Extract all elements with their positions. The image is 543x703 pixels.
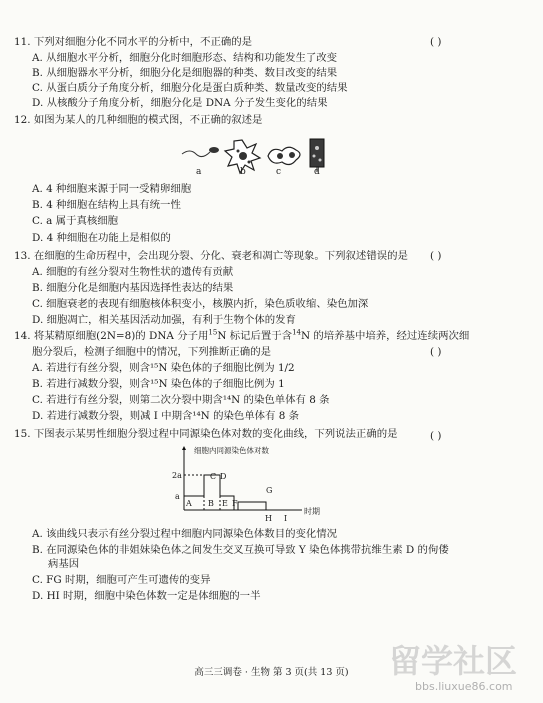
q15-option-d: D. HI 时期，细胞中染色体数一定是体细胞的一半 <box>32 590 261 602</box>
cell-label-b: b <box>240 167 246 177</box>
q13-option-a: A. 细胞的有丝分裂对生物性状的遗传有贡献 <box>32 266 234 278</box>
graph-point-i: I <box>284 514 288 523</box>
q12-option-c: C. a 属于真核细胞 <box>32 215 119 227</box>
graph-point-b: B <box>208 499 214 508</box>
graph-point-f: F <box>232 499 238 508</box>
q15-option-b: B. 在同源染色体的非姐妹染色体之间发生交叉互换可导致 Y 染色体携带抗维生素 D 的佝偻 <box>32 544 449 556</box>
graph-point-a: A <box>186 499 192 508</box>
page-footer: 高三三调卷 · 生物 第 3 页(共 13 页) <box>194 667 349 678</box>
q14-stem-line1: 14. 将某精原细胞(2N=8)的 DNA 分子用$^{15}$N 标记后置于含$^{14}$N 的培养基中培养，经过连续两次细 <box>14 328 470 342</box>
q13-stem: 13. 在细胞的生命历程中，会出现分裂、分化、衰老和凋亡等现象。下列叙述错误的是 <box>14 250 408 262</box>
q11-stem: 11. 下列对细胞分化不同水平的分析中，不正确的是 <box>14 36 253 48</box>
q14-stem-line2: 胞分裂后，检测子细胞中的情况，下列推断正确的是 <box>32 346 271 358</box>
q12-option-d: D. 4 种细胞在功能上是相似的 <box>32 232 171 244</box>
graph-point-c: C <box>210 472 217 481</box>
q11-option-d: D. 从核酸分子角度分析，细胞分化是 DNA 分子发生变化的结果 <box>32 97 328 109</box>
q14-option-b: B. 若进行减数分裂，则含¹⁵N 染色体的子细胞比例为 1 <box>32 378 285 390</box>
cell-label-c: c <box>276 167 282 177</box>
cell-c <box>268 147 300 164</box>
graph-xlabel: 时期 <box>304 507 320 516</box>
q15-option-a: A. 该曲线只表示有丝分裂过程中细胞内同源染色体数目的变化情况 <box>32 528 338 540</box>
q11-option-b: B. 从细胞器水平分析，细胞分化是细胞器的种类、数目改变的结果 <box>32 67 338 79</box>
cell-label-a: a <box>196 167 202 177</box>
q15-answer-paren: ( ) <box>430 430 442 442</box>
svg-text:留学社区: 留学社区 <box>389 642 518 680</box>
q15-option-b-cont: 病基因 <box>48 558 80 570</box>
q15-stem: 15. 下图表示某男性细胞分裂过程中同源染色体对数的变化曲线，下列说法正确的是 <box>14 428 398 440</box>
q12-option-b: B. 4 种细胞在结构上具有统一性 <box>32 199 181 211</box>
q14-option-c: C. 若进行有丝分裂，则第二次分裂中期含¹⁴N 的染色单体有 8 条 <box>32 394 330 406</box>
graph-point-h: H <box>265 514 272 523</box>
svg-text:bbs.liuxue86.com: bbs.liuxue86.com <box>415 680 513 693</box>
q11-answer-paren: ( ) <box>430 36 442 48</box>
q12-stem: 12. 如图为某人的几种细胞的模式图，不正确的叙述是 <box>14 114 263 126</box>
q13-option-c: C. 细胞衰老的表现有细胞核体积变小，核膜内折，染色质收缩、染色加深 <box>32 298 369 310</box>
graph-point-g: G <box>266 486 273 495</box>
q14-answer-paren: ( ) <box>430 346 442 358</box>
graph-ytick-2a: 2a <box>172 471 182 480</box>
liuxue-watermark-logo <box>385 636 535 696</box>
graph-ylabel: 细胞内同源染色体对数 <box>194 446 269 455</box>
q11-option-a: A. 从细胞水平分析，细胞分化时细胞形态、结构和功能发生了改变 <box>32 52 338 64</box>
q14-option-d: D. 若进行减数分裂，则减 I 中期含¹⁴N 的染色单体有 8 条 <box>32 410 300 422</box>
graph-point-e: E <box>222 499 228 508</box>
q13-answer-paren: ( ) <box>430 250 442 262</box>
cell-a-sperm <box>182 147 219 157</box>
graph-point-d: D <box>220 472 227 481</box>
cell-label-d: d <box>314 167 320 177</box>
graph-ytick-a: a <box>175 492 180 501</box>
q14-option-a: A. 若进行有丝分裂，则含¹⁵N 染色体的子细胞比例为 1/2 <box>32 362 295 374</box>
q12-option-a: A. 4 种细胞来源于同一受精卵细胞 <box>32 183 192 195</box>
q11-option-c: C. 从蛋白质分子角度分析，细胞分化是蛋白质种类、数量改变的结果 <box>32 82 348 94</box>
q15-option-c: C. FG 时期，细胞可产生可遗传的变异 <box>32 574 211 586</box>
q13-option-b: B. 细胞分化是细胞内基因选择性表达的结果 <box>32 282 234 294</box>
q13-option-d: D. 细胞凋亡，相关基因活动加强，有利于生物个体的发育 <box>32 314 296 326</box>
